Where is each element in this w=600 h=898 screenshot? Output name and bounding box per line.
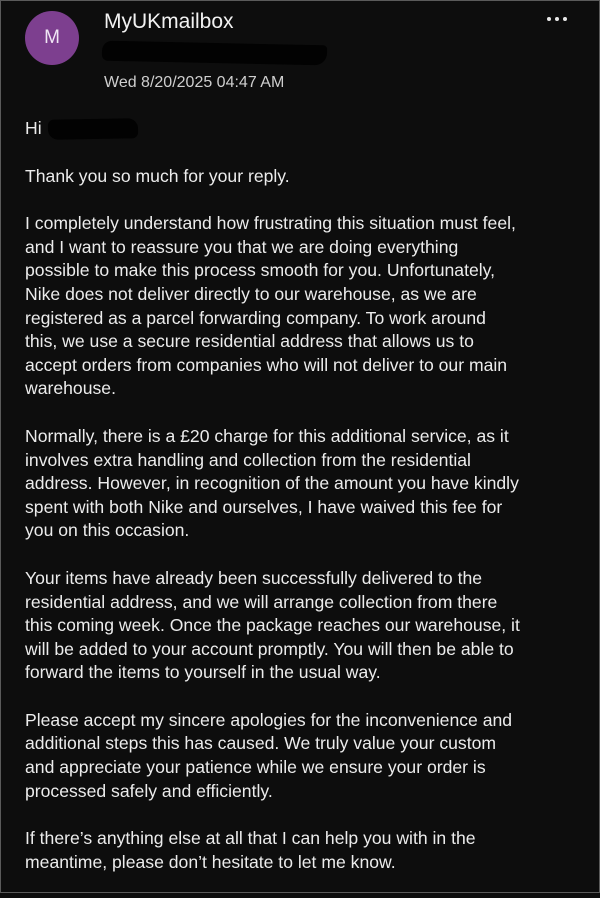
email-paragraph: Please accept my sincere apologies for the inconvenience and additional steps this has caused. We truly value your custom and appreciate your patience while we ensure your order is processed safely and efficiently. (25, 709, 513, 801)
email-paragraph: I completely understand how frustrating this situation must feel, and I want to reassure you that we are doing everything possible to make this process smooth for you. Unfortunately, Nike does not deliver directly to our warehouse, as we are registered as a parcel forwarding company. To work around this, we use a secure residential address that allows us to accept orders from companies who will not deliver to our main warehouse. (25, 213, 516, 399)
email-paragraph: Thank you so much for your reply. (25, 165, 290, 186)
redacted-recipient-name (47, 118, 137, 140)
avatar[interactable] (25, 11, 79, 65)
redacted-sender-email (102, 41, 327, 66)
more-dot (547, 17, 551, 21)
greeting-text: Hi (25, 118, 42, 138)
email-paragraph: If there’s anything else at all that I can help you with in the meantime, please don’t hesitate to let me know. (25, 828, 476, 872)
more-options-icon[interactable] (545, 7, 569, 31)
email-date: Wed 8/20/2025 04:47 AM (104, 74, 285, 91)
email-paragraph: Your items have already been successfully delivered to the residential address, and we will arrange collection from there this coming week. Once the package reaches our warehouse, it will be added to your account promptly. You will then be able to forward the items to yourself in the usual way. (25, 567, 520, 683)
more-dot (563, 17, 567, 21)
more-dot (555, 17, 559, 21)
avatar-initial: M (44, 27, 60, 48)
sender-name[interactable]: MyUKmailbox (104, 10, 234, 33)
email-paragraph: Normally, there is a £20 charge for this additional service, as it involves extra handling and collection from the residential address. However, in recognition of the amount you have kindly spent with both Nike and ourselves, I have waived this fee for you on this occasion. (25, 425, 519, 541)
email-body (25, 117, 585, 898)
greeting-line (25, 117, 585, 141)
